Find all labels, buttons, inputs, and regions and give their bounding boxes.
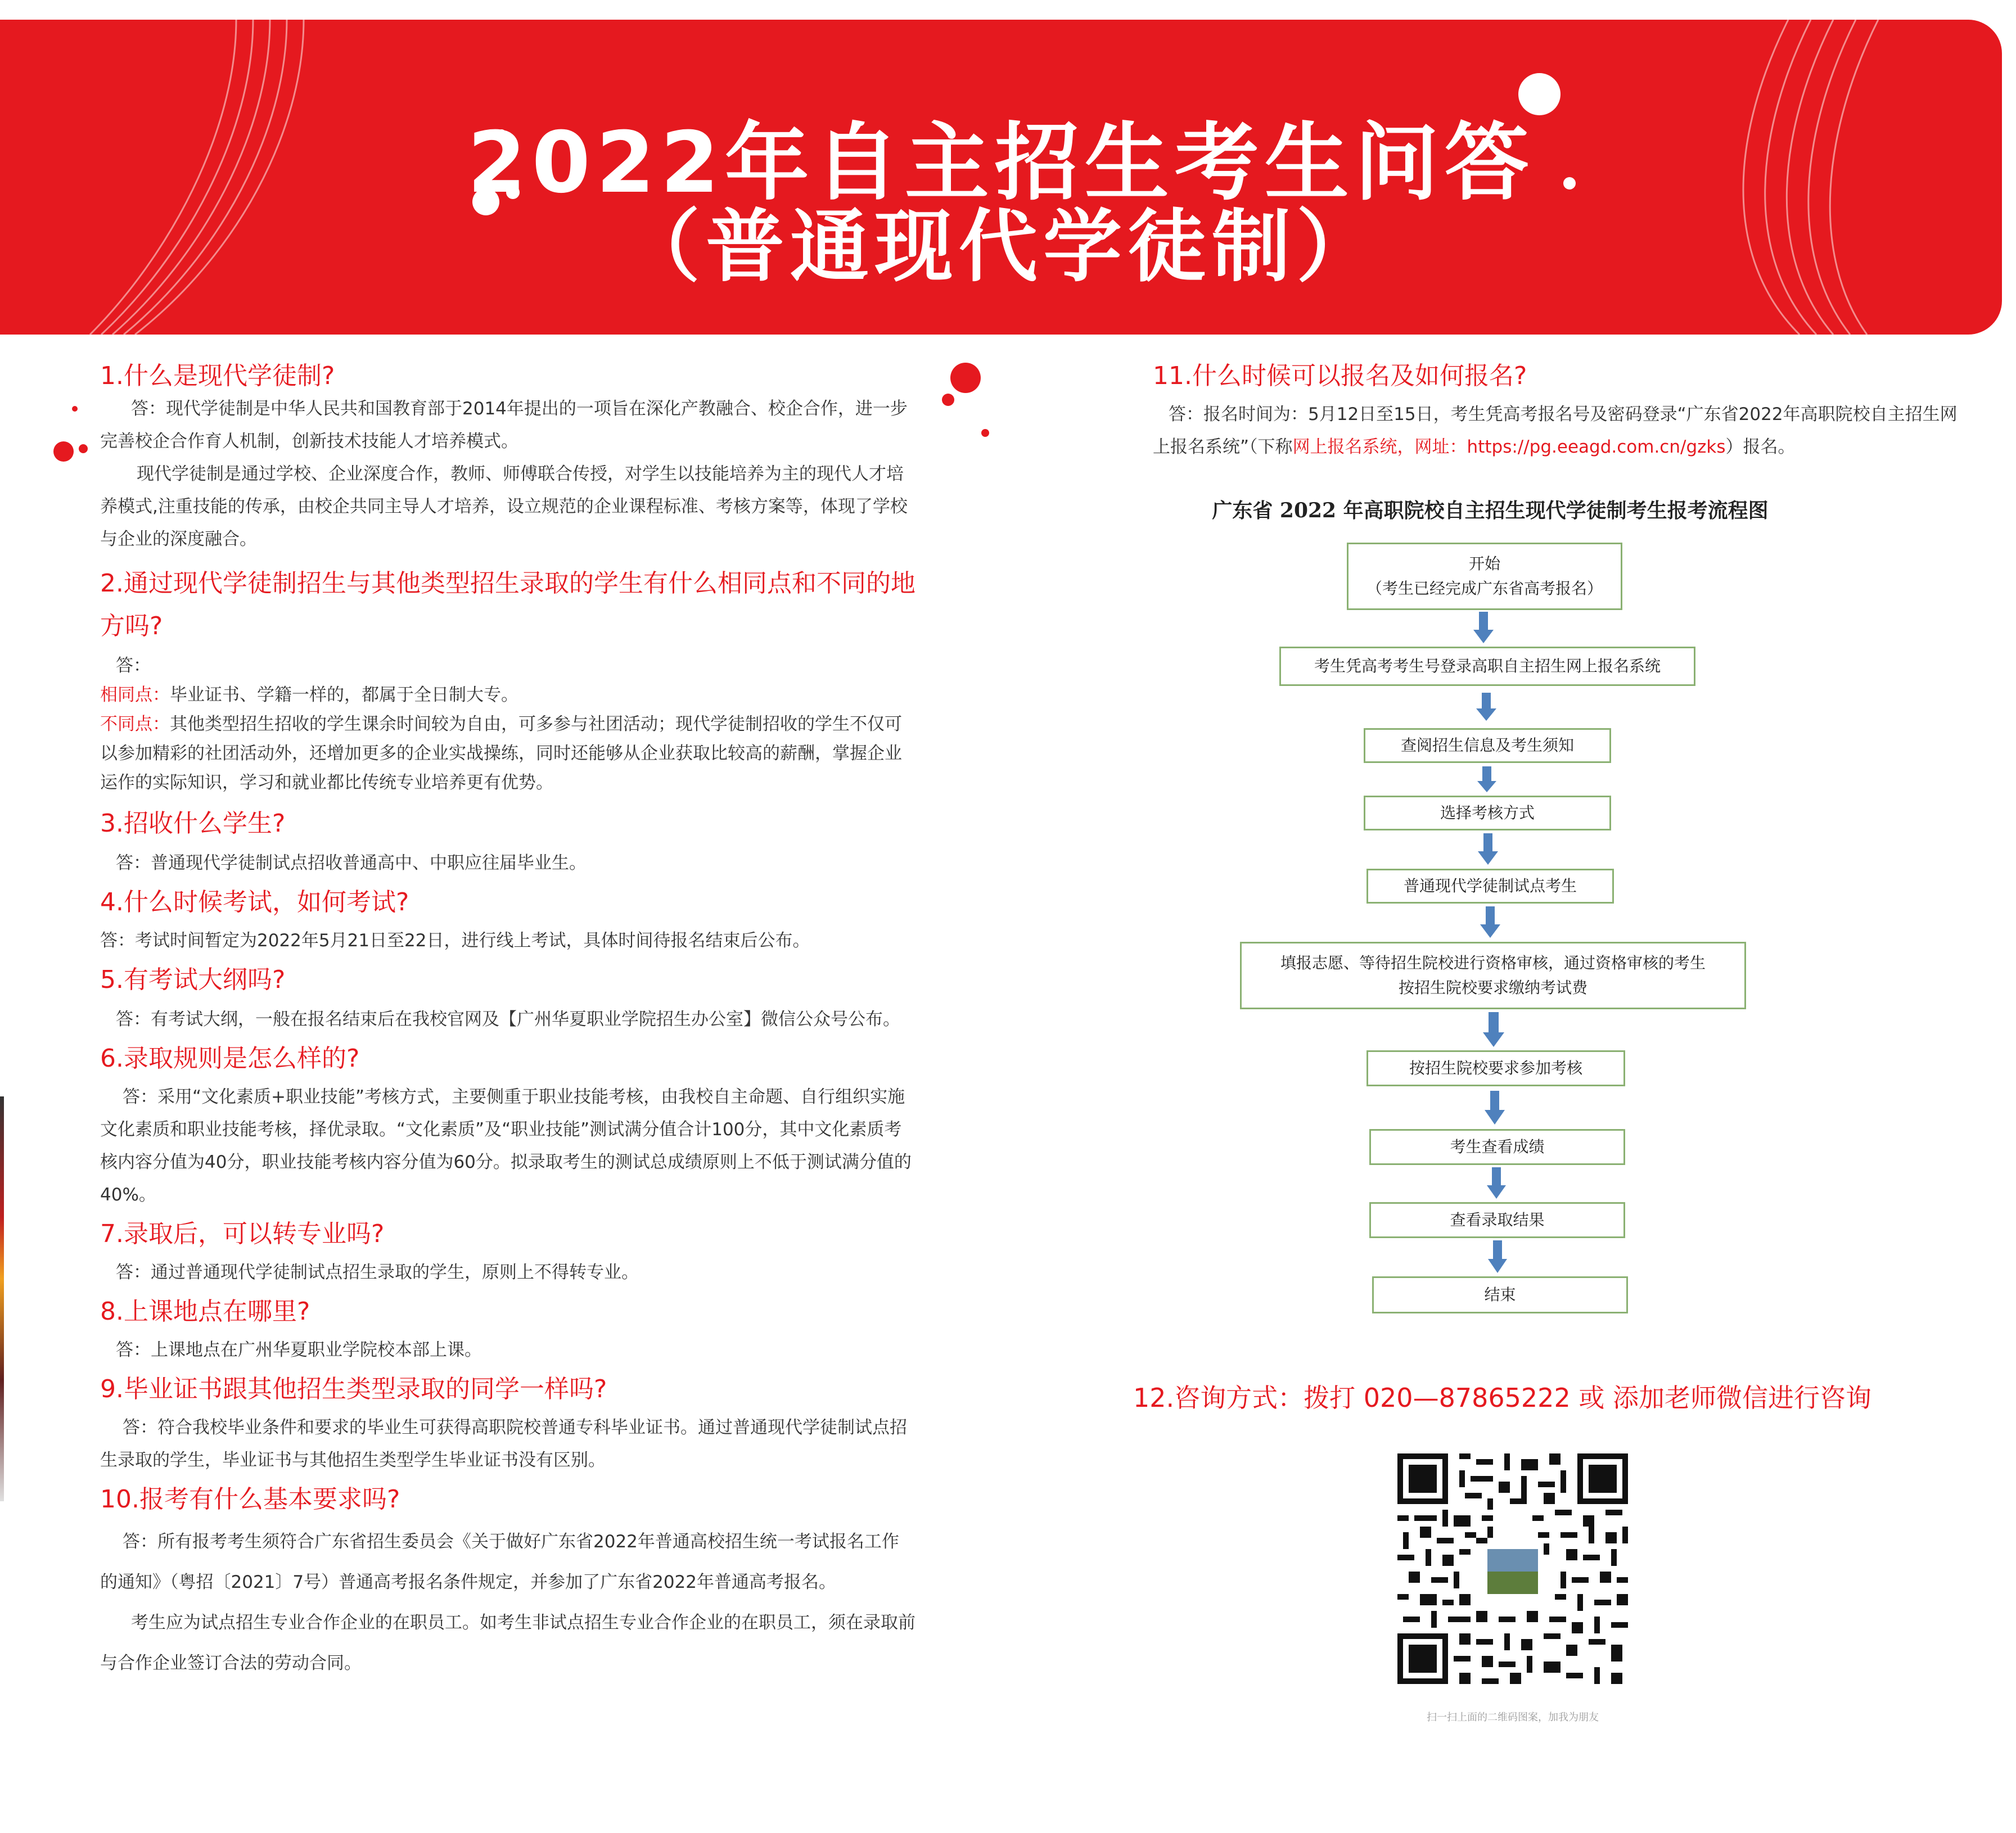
qr-caption: 扫一扫上面的二维码图案，加我为朋友: [1427, 1712, 1599, 1723]
question-heading: 10.报考有什么基本要求吗?: [100, 1485, 400, 1514]
answer-text: 考生应为试点招生专业合作企业的在职员工。如考生非试点招生专业合作企业的在职员工，须在录取前与合作企业签订合法的劳动合同。: [100, 1613, 915, 1673]
question-heading: 9.毕业证书跟其他招生类型录取的同学一样吗?: [100, 1375, 607, 1403]
answer-text-part: ）报名。: [1725, 437, 1796, 457]
flow-step-apprentice: [1366, 869, 1614, 904]
answer-text: 答：所有报考考生须符合广东省招生委员会《关于做好广东省2022年普通高校招生统一考试报名工作的通知》（粤招〔2021〕7号）普通高考报名条件规定，并参加了广东省2022年普通高考报名。: [100, 1532, 899, 1592]
answer-text: 答：现代学徒制是中华人民共和国教育部于2014年提出的一项旨在深化产教融合、校企合作，进一步完善校企合作育人机制，创新技术技能人才培养模式。: [100, 399, 908, 452]
decor-dot: [981, 429, 989, 437]
answer-text: 答：有考试大纲，一般在报名结束后在我校官网及【广州华夏职业学院招生办公室】微信公众号公布。: [116, 1009, 900, 1030]
edge-image-strip: [0, 1096, 4, 1501]
flow-step-text: 普通现代学徒制试点考生: [1403, 877, 1577, 895]
flow-step-exam: [1366, 1050, 1625, 1086]
flow-step-subtext: 按招生院校要求缴纳考试费: [1398, 978, 1587, 997]
flow-step-text: 填报志愿、等待招生院校进行资格审核，通过资格审核的考生: [1280, 954, 1706, 972]
flow-step-text: 考生凭高考考生号登录高职自主招生网上报名系统: [1314, 657, 1661, 675]
flow-arrow-down-icon: [1473, 612, 1494, 643]
registration-link[interactable]: 网上报名系统，网址：https://pg.eeagd.com.cn/gzks: [1292, 437, 1726, 457]
question-heading: 2.通过现代学徒制招生与其他类型招生录取的学生有什么相同点和不同的地方吗?: [100, 569, 915, 640]
flow-step-text: 考生查看成绩: [1450, 1137, 1545, 1156]
flow-step-choose-method: [1364, 796, 1611, 830]
question-heading: 4.什么时候考试，如何考试?: [100, 888, 409, 916]
same-points-text: 毕业证书、学籍一样的，都属于全日制大专。: [170, 685, 518, 705]
page-title: 2022年自主招生考生问答: [467, 114, 1535, 212]
answer-text: 现代学徒制是通过学校、企业深度合作，教师、师傅联合传授，对学生以技能培养为主的现代人才培养模式,注重技能的传承，由校企共同主导人才培养，设立规范的企业课程标准、考核方案等，体现了学校与企业的深度融合。: [100, 464, 908, 549]
flow-step-text: 查看录取结果: [1450, 1211, 1545, 1229]
same-points-label: 相同点：: [100, 685, 170, 705]
faq-left-column: [100, 360, 915, 1683]
flowchart-title: 广东省 2022 年高职院校自主招生现代学徒制考生报考流程图: [1212, 499, 1769, 522]
question-heading: 1.什么是现代学徒制?: [100, 362, 335, 390]
different-points-text: 其他类型招生招收的学生课余时间较为自由，可多参与社团活动；现代学徒制招收的学生不仅可以参加精彩的社团活动外，还增加更多的企业实战操练，同时还能够从企业获取比较高的薪酬，掌握企业运作的实际知识，学习和就业都比传统专业培养更有优势。: [100, 714, 902, 793]
flow-arrow-down-icon: [1488, 1240, 1507, 1273]
answer-text: 答：符合我校毕业条件和要求的毕业生可获得高职院校普通专科毕业证书。通过普通现代学徒制试点招生录取的学生，毕业证书与其他招生类型学生毕业证书没有区别。: [100, 1417, 907, 1470]
answer-text: 答：采用“文化素质+职业技能”考核方式，主要侧重于职业技能考核，由我校自主命题、自行组织实施文化素质和职业技能考核，择优录取。“文化素质”及“职业技能”测试满分值合计100分，其中文化素质考核内容分值为40分，职业技能考核内容分值为60分。拟录取考生的测试总成绩原则上不低于测试满分值的40%。: [100, 1087, 912, 1205]
answer-text: 答：通过普通现代学徒制试点招生录取的学生，原则上不得转专业。: [116, 1262, 639, 1283]
decor-dot: [1518, 73, 1561, 115]
flow-step-text: 结束: [1484, 1285, 1516, 1304]
answer-text: [1153, 398, 1968, 463]
flow-arrow-down-icon: [1483, 1012, 1504, 1047]
question-heading: 7.录取后，可以转专业吗?: [100, 1220, 385, 1248]
question-heading: 3.招收什么学生?: [100, 809, 286, 838]
answer-label: 答：: [116, 656, 151, 676]
question-heading: 8.上课地点在哪里?: [100, 1297, 310, 1326]
flow-step-start: [1347, 543, 1622, 610]
header-banner: [0, 20, 2002, 335]
flow-arrow-down-icon: [1476, 693, 1496, 721]
question-heading: 11.什么时候可以报名及如何报名?: [1153, 362, 1527, 390]
contact-info: 12.咨询方式：拨打 020—87865222 或 添加老师微信进行咨询: [1133, 1383, 1871, 1413]
answer-text: 答：考试时间暂定为2022年5月21日至22日，进行线上考试，具体时间待报名结束后公布。: [100, 931, 810, 951]
flow-step-end: [1372, 1276, 1628, 1313]
flow-arrow-down-icon: [1478, 833, 1498, 865]
decor-dot: [79, 444, 88, 453]
decor-dot: [72, 406, 78, 412]
flow-arrow-down-icon: [1487, 1167, 1506, 1199]
answer-text: 答：上课地点在广州华夏职业学院校本部上课。: [116, 1340, 482, 1360]
flow-step-subtext: （考生已经完成广东省高考报名）: [1366, 579, 1603, 598]
different-points: [100, 710, 915, 797]
answer-text: 答：普通现代学徒制试点招收普通高中、中职应往届毕业生。: [116, 853, 587, 873]
question-heading: 5.有考试大纲吗?: [100, 965, 286, 994]
same-points: [100, 680, 915, 710]
flow-step-login: [1279, 647, 1695, 686]
decor-dot: [53, 441, 74, 462]
flow-step-text: 开始: [1468, 554, 1500, 573]
flow-step-text: 按招生院校要求参加考核: [1409, 1059, 1582, 1077]
flow-arrow-down-icon: [1480, 906, 1500, 938]
flow-step-check-score: [1369, 1129, 1625, 1165]
flow-step-text: 查阅招生信息及考生须知: [1400, 736, 1574, 755]
decor-dot: [950, 363, 981, 393]
flow-step-text: 选择考核方式: [1440, 803, 1535, 822]
decor-dot: [942, 394, 954, 406]
different-points-label: 不同点：: [100, 714, 170, 734]
page-subtitle: （普通现代学徒制）: [621, 201, 1381, 293]
flow-arrow-down-icon: [1485, 1091, 1505, 1125]
flow-step-apply-review: [1240, 942, 1746, 1009]
flow-step-check-result: [1369, 1202, 1625, 1238]
question-heading: 6.录取规则是怎么样的?: [100, 1044, 360, 1073]
faq-right-column: [1153, 360, 1968, 463]
answer-text-part: 答：报名时间为：5月12日至15日，考生凭高考报名号及密码登录“广东省2022年高职院校自主招生网上报名系统”（下称: [1153, 404, 1958, 457]
flow-step-read-info: [1364, 728, 1611, 763]
wechat-qr-code[interactable]: [1397, 1453, 1628, 1684]
flow-arrow-down-icon: [1477, 766, 1496, 792]
